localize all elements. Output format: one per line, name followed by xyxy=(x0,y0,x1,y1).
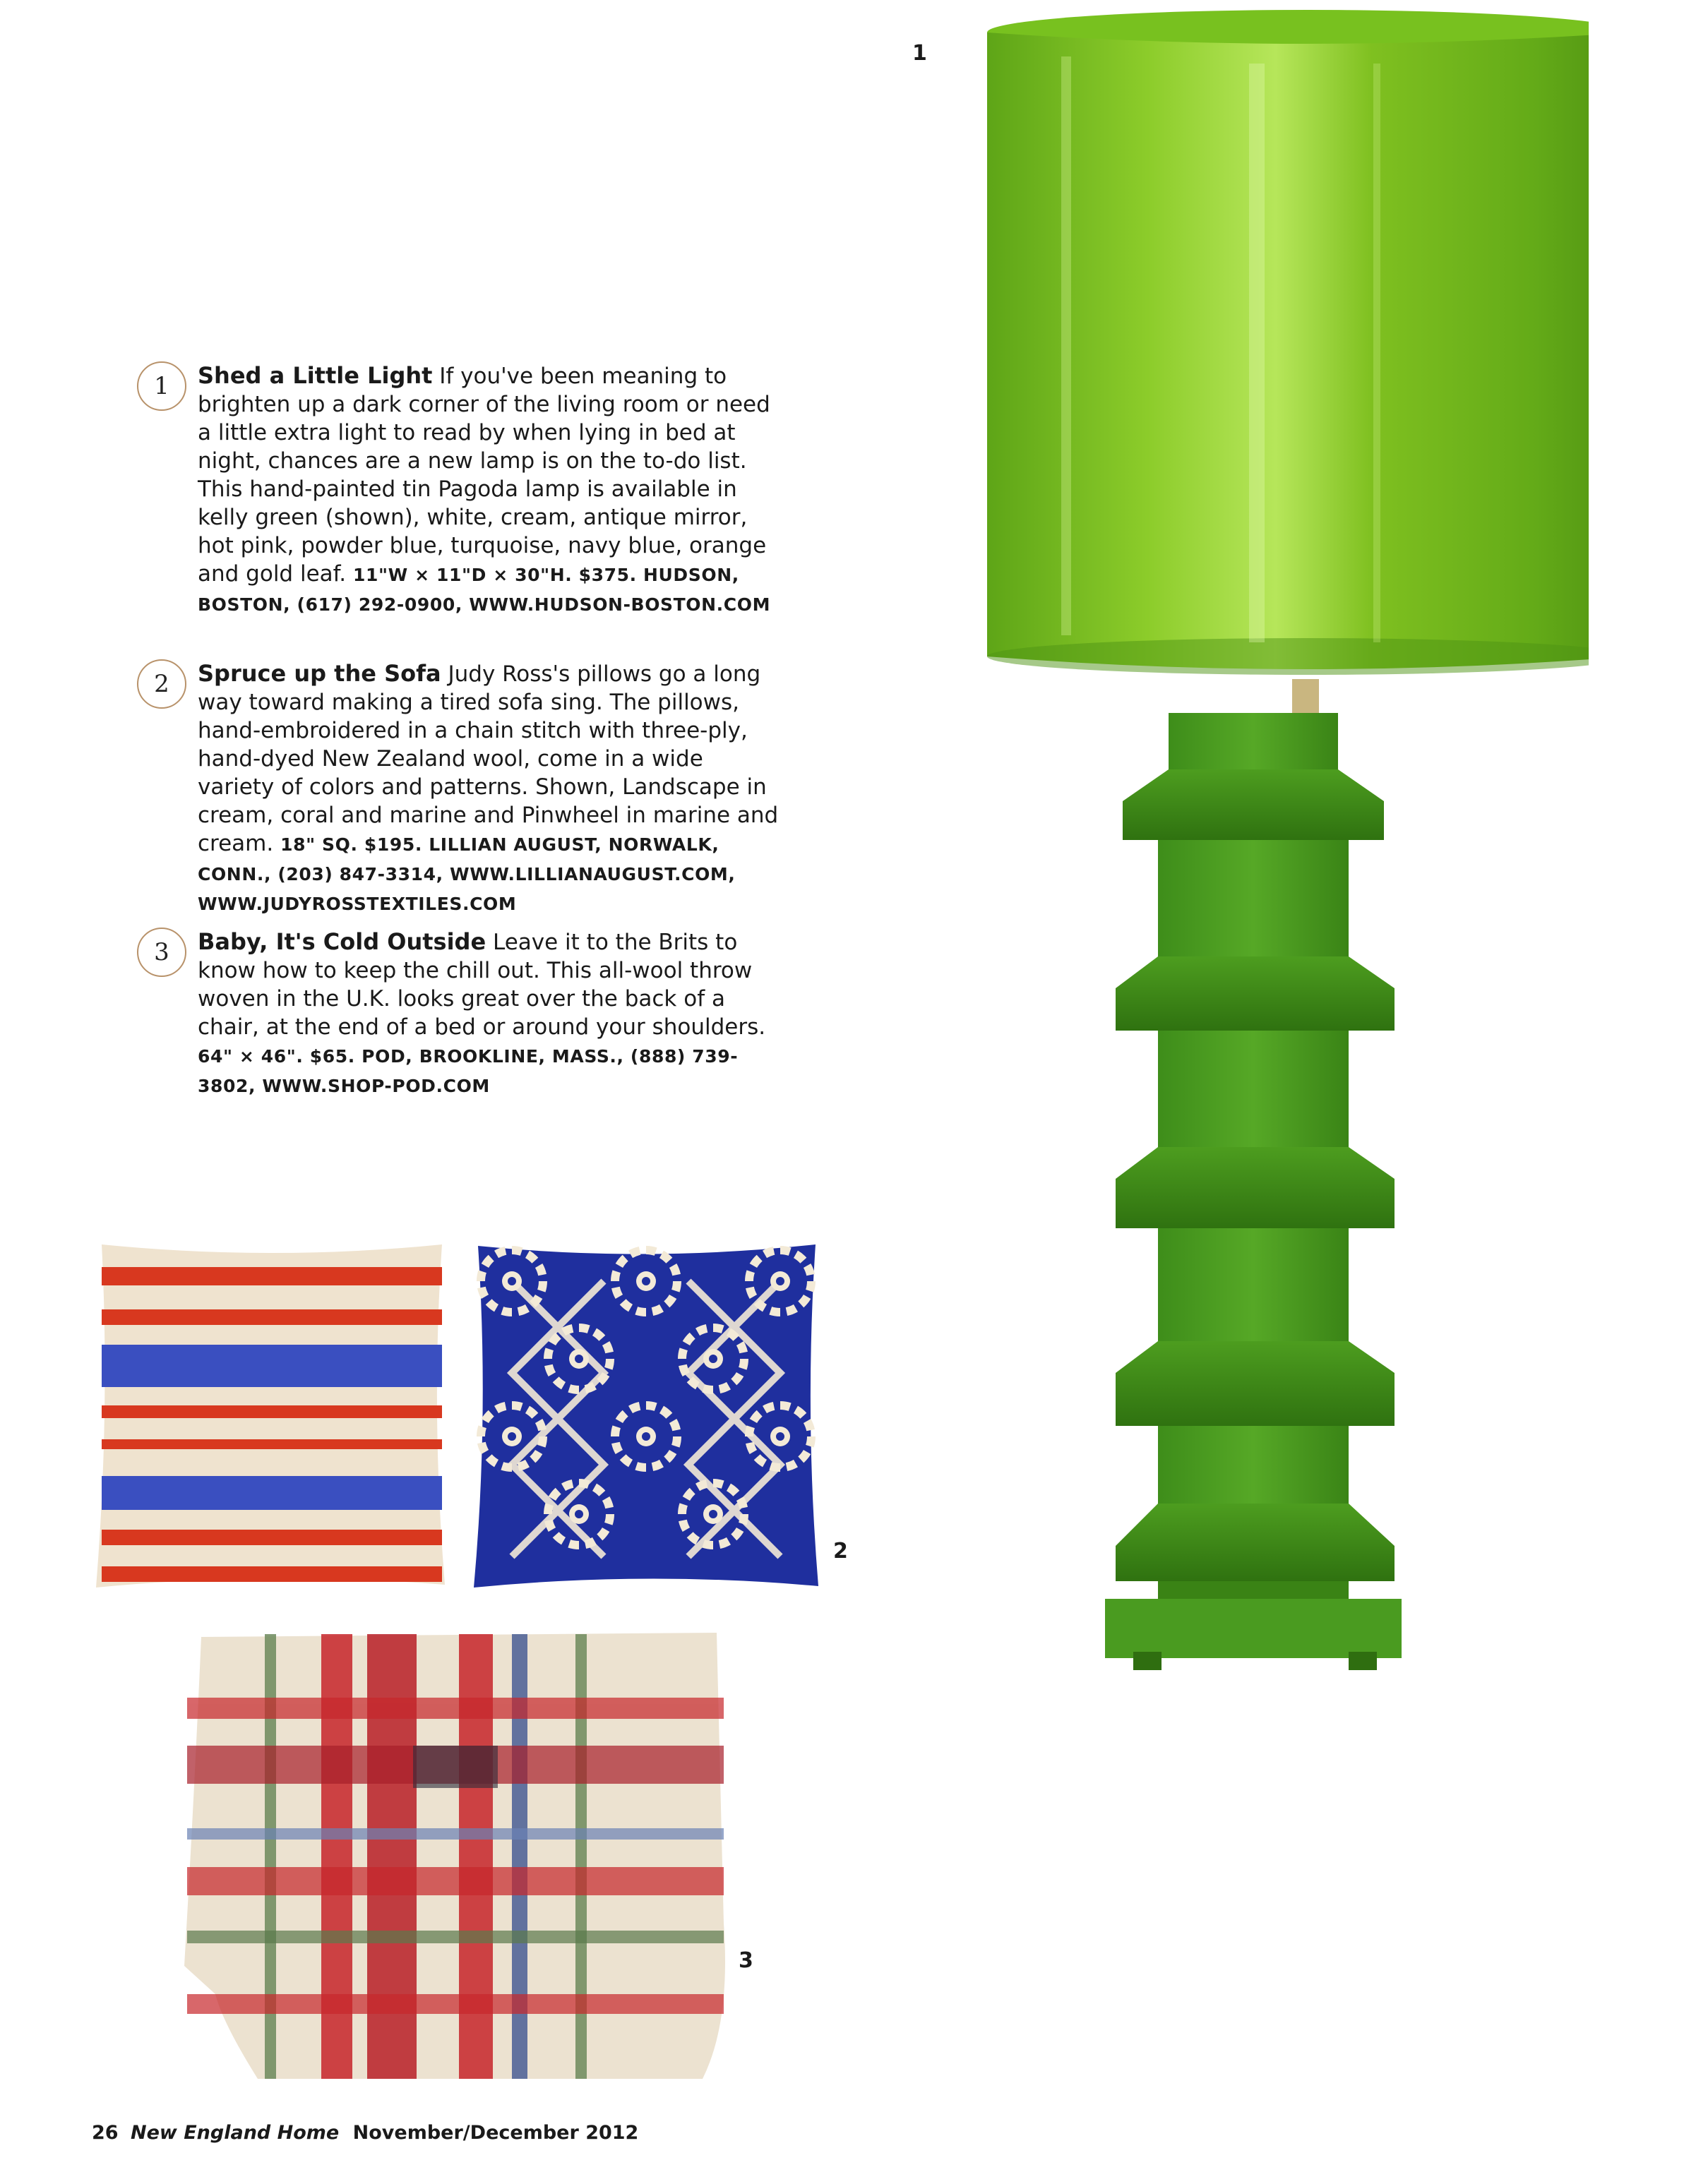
magazine-title: New England Home xyxy=(130,2122,340,2144)
figure-label-throw: 3 xyxy=(739,1948,753,1973)
entry-1 xyxy=(154,361,784,619)
entry-number-circle: 2 xyxy=(137,659,186,709)
entry-number-circle: 3 xyxy=(137,928,186,977)
plaid-throw-image xyxy=(180,1627,738,2082)
issue-date: November/December 2012 xyxy=(352,2122,639,2144)
pinwheel-pillow-image xyxy=(470,1239,823,1592)
striped-pillow-image xyxy=(92,1239,452,1592)
page-number: 26 xyxy=(92,2122,119,2144)
entry-body: If you've been meaning to brighten up a dark corner of the living room or need a little extra light to read by when lying in bed at night, chances are a new lamp is on the to-do list. This hand-painted tin Pagoda lamp is available in kelly green (shown), white, cream, antique mirror, hot pink, powder blue, turquoise, navy blue, orange and gold leaf. xyxy=(198,364,770,587)
entry-body: Judy Ross's pillows go a long way toward making a tired sofa sing. The pillows, hand-embroidered in a chain stitch with three-ply, hand-dyed New Zealand wool, come in a wide variety of colors and patterns. Shown, Landscape in cream, coral and marine and Pinwheel in marine and cream. xyxy=(198,661,779,856)
entry-title: Baby, It's Cold Outside xyxy=(198,928,486,955)
figure-label-lamp: 1 xyxy=(912,41,927,66)
entry-details: 11"W × 11"D × 30"H. $375. HUDSON, BOSTON, (617) 292-0900, WWW.HUDSON-BOSTON.COM xyxy=(198,565,771,615)
entry-number-circle: 1 xyxy=(137,361,186,411)
entry-title: Shed a Little Light xyxy=(198,362,433,389)
page-footer xyxy=(92,2122,638,2144)
entry-details: 18" SQ. $195. LILLIAN AUGUST, NORWALK, CONN., (203) 847-3314, WWW.LILLIANAUGUST.COM, WWW.JUDYROSSTEXTILES.COM xyxy=(198,834,736,914)
entry-2 xyxy=(154,659,784,918)
entry-details: 64" × 46". $65. POD, BROOKLINE, MASS., (888) 739-3802, WWW.SHOP-POD.COM xyxy=(198,1046,739,1096)
entry-3 xyxy=(154,928,784,1100)
entry-body: Leave it to the Brits to know how to keep the chill out. This all-wool throw woven in the U.K. looks great over the back of a chair, at the end of a bed or around your shoulders. xyxy=(198,930,766,1040)
figure-label-pillows: 2 xyxy=(833,1539,848,1564)
entry-title: Spruce up the Sofa xyxy=(198,660,441,687)
pagoda-lamp-image xyxy=(925,0,1589,1680)
